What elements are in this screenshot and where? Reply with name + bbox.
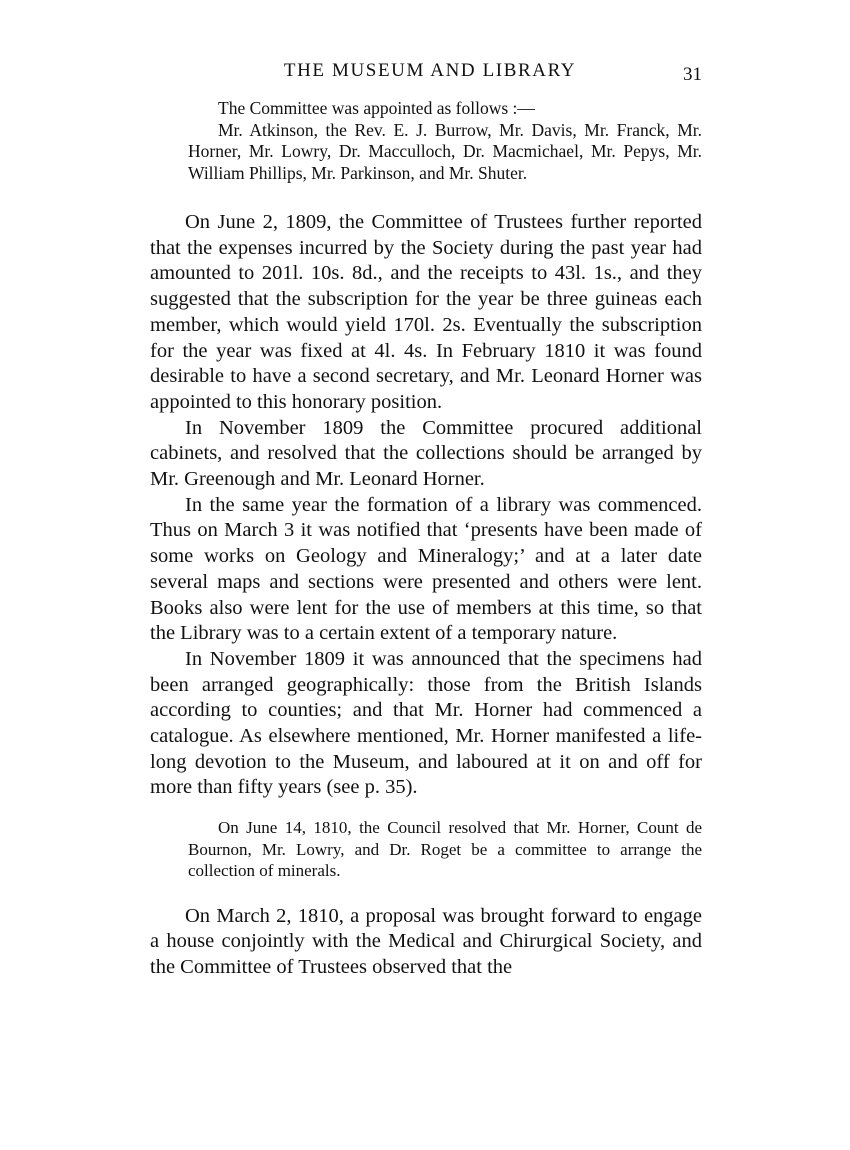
paragraph-cabinets: In November 1809 the Committee procured additional cabinets, and resolved that the collections should be arranged by Mr. Greenough and Mr. Leonard Horner. (150, 416, 702, 491)
closing-text (150, 904, 702, 981)
committee-intro: The Committee was appointed as follows :— (218, 98, 535, 118)
paragraph-expenses: On June 2, 1809, the Committee of Trustees further reported that the expenses incurred by the Society during the past year had amounted to 201l. 10s. 8d., and the receipts to 43l. 1s., and they suggested that the subscription for the year be three guineas each member, which would yield 170l. 2s. Eventually the subscription for the year was fixed at 4l. 4s. In February 1810 it was found desirable to have a second secretary, and Mr. Leonard Horner was appointed to this honorary position. (150, 211, 702, 413)
council-note-text: On June 14, 1810, the Council resolved that Mr. Horner, Count de Bournon, Mr. Lowry, and Dr. Roget be a committee to arrange the collection of minerals. (188, 818, 702, 881)
committee-members: Mr. Atkinson, the Rev. E. J. Burrow, Mr. Davis, Mr. Franck, Mr. Horner, Mr. Lowry, Dr. Macculloch, Dr. Macmichael, Mr. Pepys, Mr. William Phillips, Mr. Parkinson, and Mr. Shuter. (188, 119, 702, 183)
paragraph-specimens: In November 1809 it was announced that the specimens had been arranged geographically: those from the British Islands according to counties; and that Mr. Horner had commenced a catalogue. As elsewhere mentioned, Mr. Horner manifested a life-long devotion to the Museum, and laboured at it on and off for more than fifty years (see p. 35). (150, 647, 702, 799)
section-gap (150, 882, 702, 904)
page-number: 31 (683, 64, 702, 85)
paragraph-library: In the same year the formation of a library was commenced. Thus on March 3 it was notified that ‘presents have been made of some works on Geology and Mineralogy;’ and at a later date several maps and sections were presented and others were lent. Books also were lent for the use of members at this time, so that the Library was to a certain extent of a temporary nature. (150, 493, 702, 645)
running-header (150, 60, 702, 90)
committee-block (188, 98, 702, 184)
council-note (188, 817, 702, 882)
section-gap (150, 801, 702, 817)
main-text (150, 210, 702, 801)
section-gap (150, 184, 702, 210)
book-page (150, 60, 702, 981)
running-title: THE MUSEUM AND LIBRARY (283, 60, 577, 81)
paragraph-house-proposal: On March 2, 1810, a proposal was brought forward to engage a house conjointly with the Medical and Chirurgical Society, and the Committee of Trustees observed that the (150, 904, 702, 979)
